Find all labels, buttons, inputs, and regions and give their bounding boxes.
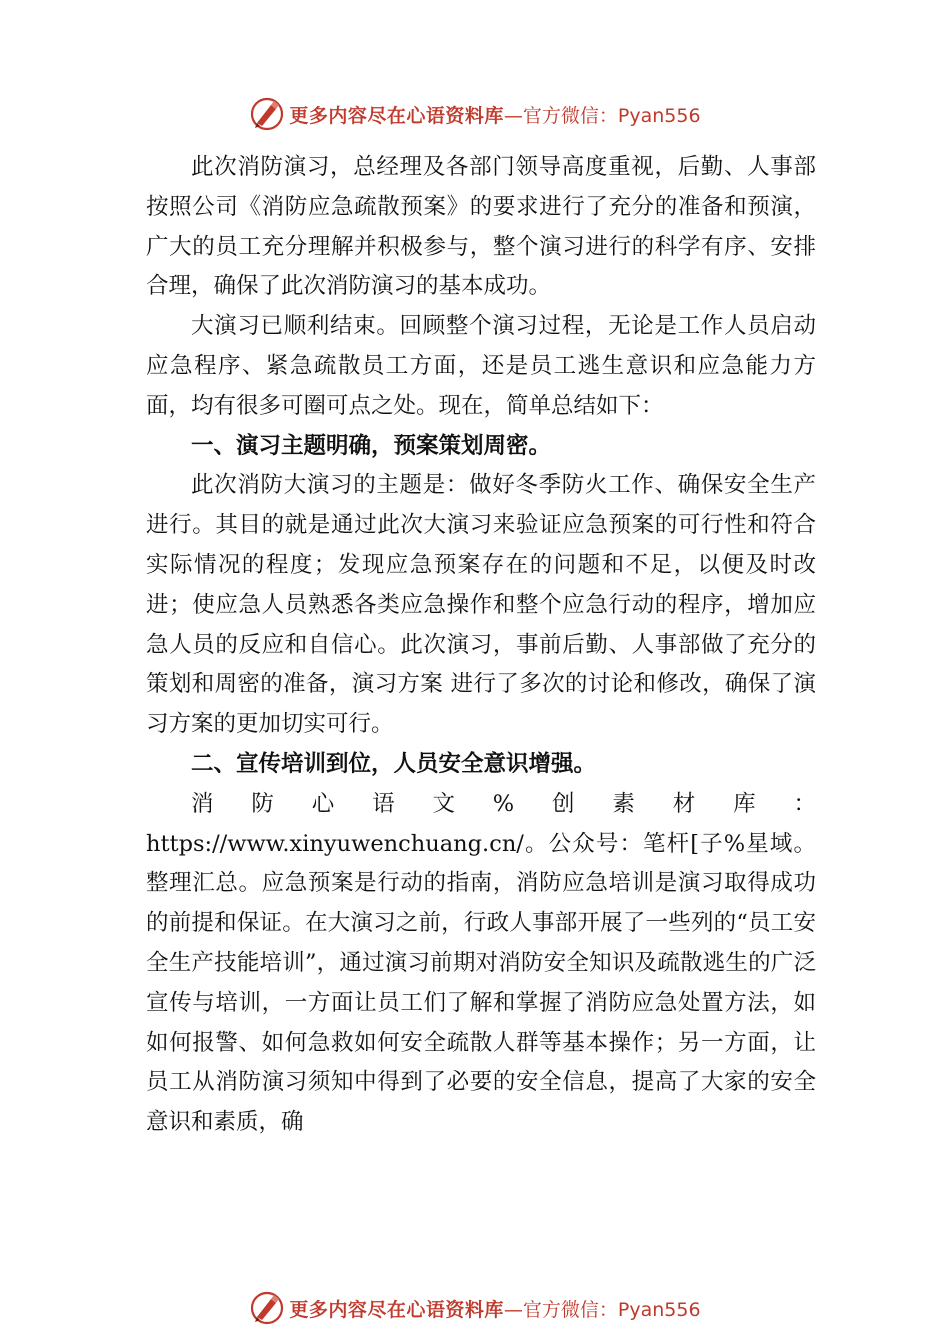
- footer-banner: [0, 1288, 950, 1328]
- pen-logo-icon: [249, 96, 285, 132]
- paragraph-intro: 此次消防演习，总经理及各部门领导高度重视，后勤、人事部按照公司《消防应急疏散预案》的要求进行了充分的准备和预演，广大的员工充分理解并积极参与，整个演习进行的科学有序、安排合理，确保了此次消防演习的基本成功。: [146, 154, 816, 300]
- paragraph-section-2: 消防心语文%创素材库：https://www.xinyuwenchuang.cn/。公众号：笔杆[子%星域。整理汇总。应急预案是行动的指南，消防应急培训是演习取得成功的前提和保证。在大演习之前，行政人事部开展了一些列的“员工安全生产技能培训”，通过演习前期对消防安全知识及疏散逃生的广泛宣传与培训，一方面让员工们了解和掌握了消防应急处置方法，如如何报警、如何急救如何安全疏散人群等基本操作；另一方面，让员工从消防演习须知中得到了必要的安全信息，提高了大家的安全意识和素质，确: [146, 790, 816, 1136]
- banner-title: 更多内容尽在心语资料库: [289, 104, 504, 127]
- banner-wechat: —官方微信：Pyan556: [503, 104, 701, 127]
- paragraph-summary: 大演习已顺利结束。回顾整个演习过程，无论是工作人员启动应急程序、紧急疏散员工方面，还是员工逃生意识和应急能力方面，均有很多可圈可点之处。现在，简单总结如下：: [146, 313, 816, 419]
- section-heading-2: 二、宣传培训到位，人员安全意识增强。: [191, 750, 597, 777]
- paragraph-section-1: 此次消防大演习的主题是：做好冬季防火工作、确保安全生产进行。其目的就是通过此次大演习来验证应急预案的可行性和符合实际情况的程度；发现应急预案存在的问题和不足，以便及时改进；使应急人员熟悉各类应急操作和整个应急行动的程序，增加应急人员的反应和自信心。此次演习，事前后勤、人事部做了充分的策划和周密的准备，演习方案 进行了多次的讨论和修改，确保了演习方案的更加切实可行。: [146, 472, 816, 738]
- banner-title: 更多内容尽在心语资料库: [289, 1298, 504, 1321]
- section-heading-1: 一、演习主题明确，预案策划周密。: [191, 432, 552, 459]
- document-body: [146, 148, 816, 1143]
- banner-wechat: —官方微信：Pyan556: [503, 1298, 701, 1321]
- pen-logo-icon: [249, 1290, 285, 1326]
- header-banner: [0, 94, 950, 134]
